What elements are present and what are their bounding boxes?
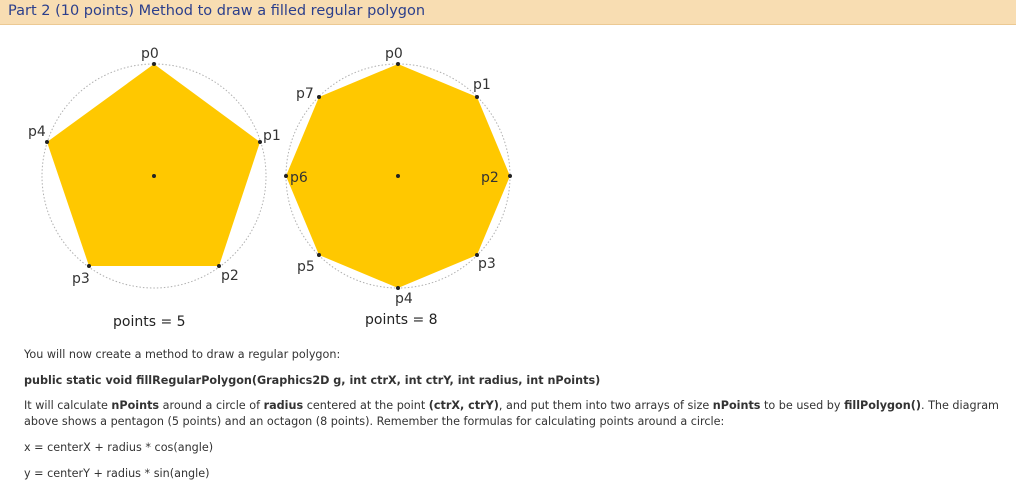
octagon-vertex-p5 [317,253,321,257]
pentagon-label-p1: p1 [263,128,281,144]
description-paragraph [24,398,1019,429]
pentagon-shape [47,64,260,266]
pentagon-center-dot [152,174,156,178]
description-text: around a circle of [159,399,264,412]
pentagon-vertex-p1 [258,140,262,144]
octagon-vertex-p6 [284,174,288,178]
octagon-vertex-p7 [317,95,321,99]
octagon-caption: points = 8 [365,312,438,328]
description-text: It will calculate [24,399,112,412]
octagon-label-p4: p4 [395,291,413,307]
pentagon-vertex-p4 [45,140,49,144]
octagon-vertex-p1 [475,95,479,99]
pentagon-label-p0: p0 [141,46,159,62]
pentagon-vertex-p0 [152,62,156,66]
section-header [0,0,1016,25]
pentagon-label-p3: p3 [72,271,90,287]
pentagon-figure [28,46,281,330]
description-keyword: nPoints [712,399,761,412]
pentagon-caption: points = 5 [113,314,186,330]
description-text: to be used by [760,399,845,412]
octagon-vertex-p2 [508,174,512,178]
description-keyword: fillPolygon() [844,399,921,412]
formula-y: y = centerY + radius * sin(angle) [24,467,210,480]
pentagon-label-p4: p4 [28,124,46,140]
octagon-label-p2: p2 [481,170,499,186]
polygon-diagram [0,26,560,330]
octagon-label-p5: p5 [297,259,315,275]
description-text: , and put them into two arrays of size [498,399,713,412]
octagon-center-dot [396,174,400,178]
description-keyword: (ctrX, ctrY) [428,399,499,412]
octagon-label-p0: p0 [385,46,403,62]
description-keyword: radius [263,399,304,412]
pentagon-label-p2: p2 [221,268,239,284]
octagon-vertex-p4 [396,286,400,290]
octagon-figure [284,46,512,328]
pentagon-vertex-p3 [87,264,91,268]
octagon-label-p3: p3 [478,256,496,272]
description-text: . The diagram above shows a pentagon (5 points) and an octagon (8 points). Remember the formulas for calculating points around a circle: [24,399,999,428]
description-keyword: nPoints [111,399,160,412]
octagon-vertex-p0 [396,62,400,66]
description-text: centered at the point [303,399,429,412]
method-signature: public static void fillRegularPolygon(Graphics2D g, int ctrX, int ctrY, int radius, int nPoints) [24,374,601,387]
intro-text: You will now create a method to draw a regular polygon: [24,348,341,361]
formula-x: x = centerX + radius * cos(angle) [24,441,214,454]
octagon-label-p6: p6 [290,170,308,186]
octagon-label-p1: p1 [473,77,491,93]
section-title: Part 2 (10 points) Method to draw a filled regular polygon [8,3,426,19]
octagon-label-p7: p7 [296,86,314,102]
